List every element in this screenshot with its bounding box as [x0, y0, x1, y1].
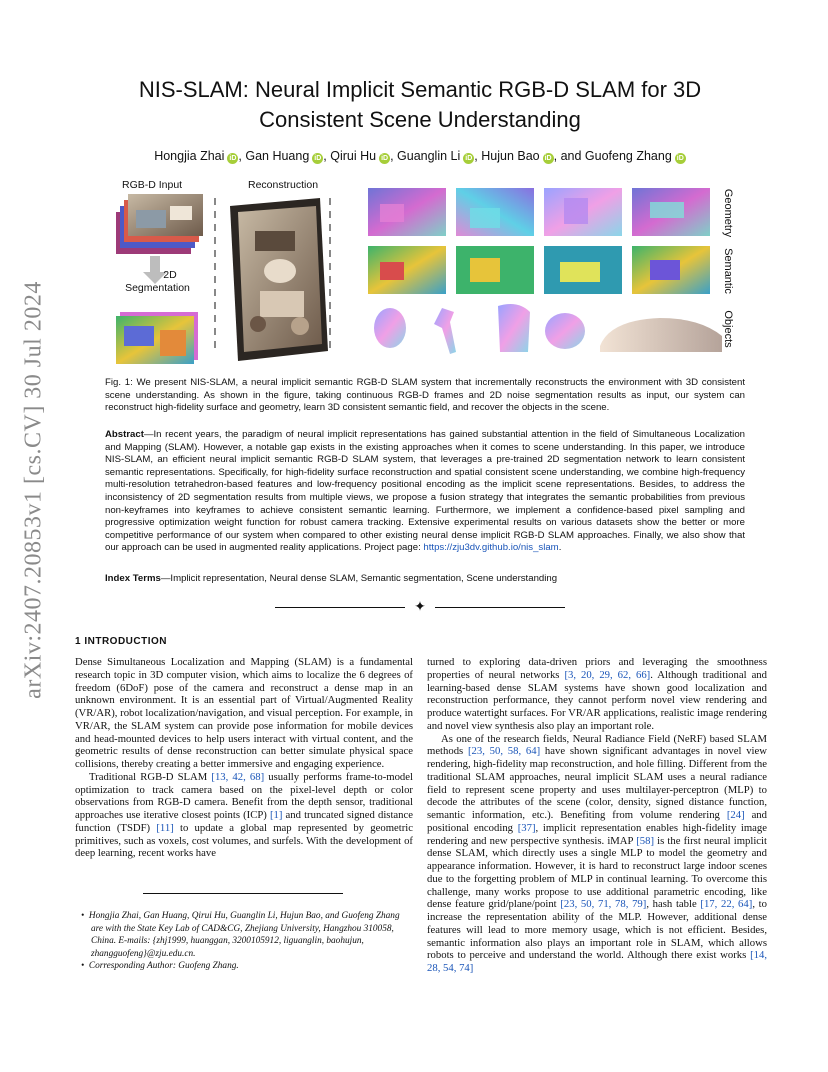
figure-label-reconstruction: Reconstruction — [248, 179, 319, 191]
row-label-semantic: Semantic — [722, 248, 734, 294]
segmentation-stack — [116, 312, 198, 364]
arxiv-stamp-text: arXiv:2407.20853v1 [cs.CV] 30 Jul 2024 — [20, 281, 47, 699]
orcid-icon[interactable]: iD — [544, 155, 552, 162]
project-page-link[interactable]: https://zju3dv.github.io/nis_slam — [423, 542, 559, 554]
row-label-geometry: Geometry — [722, 188, 734, 238]
section-heading: 1 INTRODUCTION — [75, 636, 167, 647]
author-name: Guofeng Zhang — [584, 149, 672, 163]
geometry-row — [368, 188, 710, 236]
paper-title — [80, 75, 760, 135]
index-terms — [105, 573, 745, 586]
title-line-2: Consistent Scene Understanding — [259, 107, 581, 132]
figure-label-seg-line2: Segmentation — [125, 282, 190, 294]
orcid-icon[interactable]: iD — [229, 155, 237, 162]
semantic-row — [368, 246, 710, 294]
abstract: Abstract—In recent years, the paradigm of neural implicit representations has gained substantial attention in the field of Simultaneous Localization and Mapping (SLAM). However, a notable gap exists in the existing approaches when it comes to scene understanding. In this paper, we introduce NIS-SLAM, an efficient neural implicit semantic RGB-D SLAM system, that leverages a pre-trained 2D segmentation network to learn consistent semantic representations. Specifically, for high-fidelity surface reconstruction and spatial consistent scene understanding, we combine high-frequency multi-resolution tetrahedron-based features and low-frequency positional encoding as the implicit scene representations. Besides, to address the inconsistency of 2D segmentation results from multiple views, we propose a fusion strategy that integrates the semantic probabilities from previous non-keyframes into keyframes to achieve consistent semantic learning. Furthermore, we implement a confidence-based pixel sampling and progressive optimization weight function for robust camera tracking. Extensive experimental results on various datasets show the better or more competitive performance of our system when compared to other existing neural dense implicit RGB-D SLAM approaches. Finally, we also show that our approach can be used in augmented reality applications. Project page: https://zju3dv.github.io/nis_slam. — [105, 429, 745, 554]
orcid-icon[interactable]: iD — [314, 155, 322, 162]
citation-link[interactable]: [23, 50, 71, 78, 79] — [560, 898, 647, 911]
orcid-icon[interactable]: iD — [465, 155, 473, 162]
citation-link[interactable]: [58] — [636, 834, 655, 847]
abstract-text: —In recent years, the paradigm of neural implicit representations has gained substantial attention in the field of Simultaneous Localization and Mapping (SLAM). However, a notable gap exists in the existing approaches when it comes to scene understanding. In this paper, we introduce NIS-SLAM, an efficient neural implicit semantic RGB-D SLAM system, that leverages a pre-trained 2D segmentation network to learn consistent semantic representations. Specifically, for high-fidelity surface reconstruction and spatial consistent scene understanding, we combine high-frequency multi-resolution tetrahedron-based features and low-frequency positional encoding as the implicit scene representations. Besides, to address the inconsistency of 2D segmentation results from multiple views, we propose a fusion strategy that integrates the semantic probabilities from previous non-keyframes into keyframes to achieve consistent semantic learning. Furthermore, we implement a confidence-based pixel sampling and progressive optimization weight function for robust camera tracking. Extensive experimental results on various datasets show the better or more competitive performance of our system when compared to other existing neural dense implicit RGB-D SLAM approaches. Finally, we also show that our approach can be used in augmented reality applications. Project page: — [105, 429, 745, 554]
citation-link[interactable]: [11] — [156, 821, 174, 834]
footnotes — [75, 910, 413, 973]
author-name: Guanglin Li — [397, 149, 461, 163]
author-name: Qirui Hu — [330, 149, 377, 163]
author-and: and — [560, 149, 582, 163]
objects-row — [374, 304, 722, 354]
title-line-1: NIS-SLAM: Neural Implicit Semantic RGB-D SLAM for 3D — [138, 77, 702, 102]
author-list: Hongjia Zhai iD , Gan Huang iD , Qirui Hu iD , Guanglin Li iD , Hujun Bao iD , and Guofeng Zhang iD — [154, 149, 684, 163]
citation-link[interactable]: [24] — [726, 809, 745, 821]
citation-link[interactable]: [23, 50, 58, 64] — [467, 745, 541, 758]
right-column — [427, 656, 767, 975]
figure-caption: Fig. 1: We present NIS-SLAM, a neural implicit semantic RGB-D SLAM system that incrementally reconstructs the environment with 3D consistent scene understanding. As shown in the figure, taking continuous RGB-D frames and 2D noise segmentation results as input, our system can reconstruct high-fidelity surface and geometry, learn 3D consistent semantic field, and recover the objects in the scene. — [105, 377, 745, 414]
intro-paragraph-3: turned to exploring data-driven priors and leveraging the smoothness properties of neural networks [3, 20, 29, 62, 66]. Although traditional and learning-based dense SLAM systems have shown good localization and reconstruction performance, they cannot perform novel view rendering and produce watertight surfaces. For VR/AR applications, realistic image rendering and novel view synthesis also play an important role. — [427, 656, 767, 732]
arxiv-stamp — [14, 281, 54, 699]
citation-link[interactable]: [17, 22, 64] — [700, 898, 753, 911]
citation-link[interactable]: [1] — [269, 809, 283, 821]
left-column — [75, 656, 413, 860]
row-label-objects: Objects — [722, 310, 734, 348]
index-terms-text: —Implicit representation, Neural dense SLAM, Semantic segmentation, Scene understanding — [160, 573, 558, 584]
index-terms-label: Index Terms — [105, 573, 161, 584]
abstract-label: Abstract — [105, 429, 144, 440]
footnote-rule — [143, 893, 343, 894]
reconstruction-view — [230, 198, 328, 361]
separator-left — [275, 607, 405, 608]
orcid-icon[interactable]: iD — [381, 155, 389, 162]
separator-right — [435, 607, 565, 608]
figure-1 — [110, 176, 745, 372]
footnote-affiliation: • Hongjia Zhai, Gan Huang, Qirui Hu, Guanglin Li, Hujun Bao, and Guofeng Zhang are with the State Key Lab of CAD&CG, Zhejiang University, Hangzhou 310058, China. E-mails: {zhj1999, huanggan, 3200105912, liguanglin, baohujun, zhangguofeng}@zju.edu.cn. — [81, 911, 400, 959]
footnote-corresponding: • Corresponding Author: Guofeng Zhang. — [81, 961, 239, 971]
citation-link[interactable]: [3, 20, 29, 62, 66] — [564, 668, 651, 681]
citation-link[interactable]: [14, 28, 54, 74] — [427, 949, 767, 974]
author-name: Hongjia Zhai — [154, 149, 225, 163]
orcid-icon[interactable]: iD — [676, 155, 684, 162]
figure-graphic — [110, 176, 745, 372]
rgbd-input-stack — [116, 194, 203, 254]
figure-label-seg-line1: 2D — [163, 269, 177, 281]
intro-paragraph-4: As one of the research fields, Neural Radiance Field (NeRF) based SLAM methods [23, 50, 58, 64] have shown significant advantages in novel view rendering, high-fidelity map reconstruction, and hole filling. Different from the traditional SLAM approaches, neural implicit SLAM uses a neural radiance field to represent scene property and uses multilayer-perceptron (MLP) to decode the attributes of the scene (color, density, signed distance function, semantic information, etc.). Benefiting from volume rendering [24] and positional encoding [37], implicit representation enables high-fidelity image rendering and new perspective synthesis. iMAP [58] is the first neural implicit dense SLAM, which directly uses a single MLP to model the geometry and appearance information. However, it is hard to reconstruct large indoor scenes due to the forgetting problem of MLP in continual learning. To overcome this challenge, many works propose to use additional parametric encoding, like dense feature grid/plane/point [23, 50, 71, 78, 79], hash table [17, 22, 64], to increase the representation ability of the MLP. However, additional dense features will lead to more memory usage, which is not efficient. Besides, semantic information also plays an important role in SLAM, which allows robots to perceive and understand the world. Although there exist works [14, 28, 54, 74] — [427, 732, 767, 974]
intro-paragraph-1: Dense Simultaneous Localization and Mapping (SLAM) is a fundamental research topic in 3D computer vision, which aims to localize the 6 degrees of freedom (6DoF) pose of the camera and reconstruct a dense map in an unknown environment. It is an essential part of Virtual/Augmented Reality (VR/AR), robot localization/navigation, and visual perception. For example, in VR/AR, the SLAM system can provide pose information for mobile devices and head-mounted devices to help users interact with virtual content, and the geometric results of dense reconstruction can better simulate physical space collisions, thereby creating a better immersive and engaging experience. — [75, 656, 413, 770]
separator-star-icon: ✦ — [414, 600, 426, 615]
intro-paragraph-2: Traditional RGB-D SLAM [13, 42, 68] usually performs frame-to-model optimization to track camera based on the pixel-level depth or color observations from RGB-D camera. Benefit from the depth sensor, traditional approaches use iterative closest points (ICP) [1] and truncated signed distance function (TSDF) [11] to update a global map represented by geometric primitives, such as voxels, cost volumes, and surfels. With the development of deep learning, recent works have — [75, 770, 413, 860]
citation-link[interactable]: [13, 42, 68] — [211, 770, 265, 783]
figure-label-rgbd-input: RGB-D Input — [122, 179, 183, 191]
citation-link[interactable]: [37] — [517, 821, 536, 834]
author-name: Gan Huang — [245, 149, 310, 163]
author-name: Hujun Bao — [481, 149, 540, 163]
